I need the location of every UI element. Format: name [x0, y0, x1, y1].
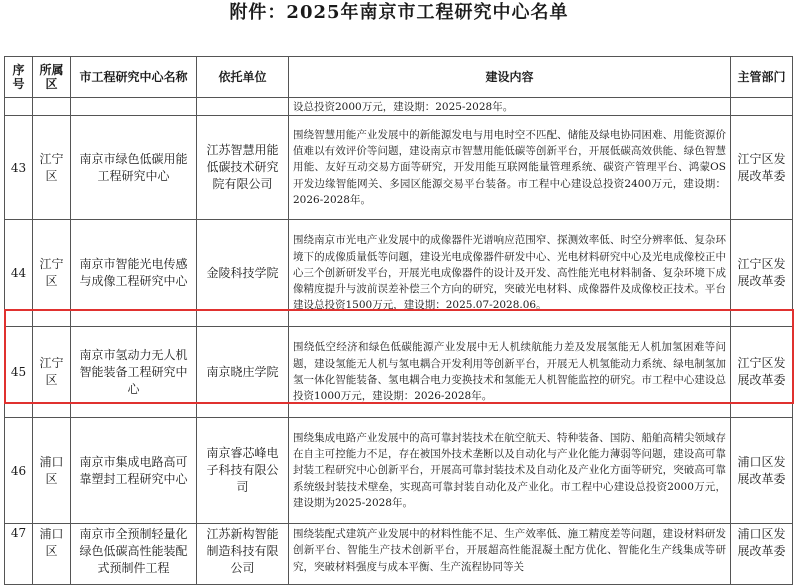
row-dept: 江宁区发展改革委 [731, 116, 793, 220]
row-content: 围绕集成电路产业发展中的高可靠封装技术在航空航天、特种装备、国防、船舶高精尖领域存在自主可控能力不足，存在被国外技术垄断以及自动化与产业化能力薄弱等问题，建设高可靠封装工程研究中心创新平台，开展高可靠封装技术及自动化及产业化方面等研究，突破高可靠系统级封装技术壁垒，实现高可靠封装自动化及产业化。市工程中心建设总投资2000万元，建设期为2025-2028年。 [289, 418, 731, 524]
row-center-name: 南京市智能光电传感与成像工程研究中心 [71, 220, 197, 327]
row-dept: 江宁区发展改革委 [731, 220, 793, 327]
row-unit: 江苏新构智能制造科技有限公司 [197, 524, 289, 585]
row-center-name: 南京市集成电路高可靠塑封工程研究中心 [71, 418, 197, 524]
row-center-name: 南京市全预制轻量化绿色低碳高性能装配式预制件工程 [71, 524, 197, 585]
row-center-name: 南京市绿色低碳用能工程研究中心 [71, 116, 197, 220]
table-row [5, 418, 793, 524]
row-dept: 浦口区发展改革委 [731, 418, 793, 524]
row-district: 浦口区 [33, 418, 71, 524]
row-num: 44 [5, 220, 33, 327]
table-row [5, 524, 793, 585]
row-dept: 浦口区发展改革委 [731, 524, 793, 585]
header-content: 建设内容 [289, 57, 731, 98]
row-content: 围绕南京市光电产业发展中的成像器件光谱响应范围窄、探测效率低、时空分辨率低、复杂环境下的成像质量低等问题，建设光电成像器件研发中心、光电材料研究中心及光电成像校正中心三个创新研发平台，开展光电成像器件的设计及开发、高性能光电材料制备、复杂环境下成像精度提升与波前误差补偿三个方向的研究，突破光电材料、成像器件及成像校正技术。平台建设总投资1500万元，建设期：2025.07-2028.06。 [289, 220, 731, 327]
row-unit: 江苏智慧用能低碳技术研究院有限公司 [197, 116, 289, 220]
row-num: 47 [5, 524, 33, 585]
header-dept: 主管部门 [731, 57, 793, 98]
row-content: 围绕低空经济和绿色低碳能源产业发展中无人机续航能力差及发展氢能无人机加氢困难等问题，建设氢能无人机与氢电耦合开发利用等创新平台，开展无人机氢能动力系统、绿电制氢加氢一体化智能装备、氢电耦合电力变换技术和氢能无人机智能监控的研究。市工程中心建设总投资1000万元，建设期：2026-2028年。 [289, 327, 731, 418]
header-district: 所属区 [33, 57, 71, 98]
continuation-row [5, 98, 793, 116]
row-content: 围绕装配式建筑产业发展中的材料性能不足、生产效率低、施工精度差等问题，建设材料研发创新平台、智能生产技术创新平台，开展超高性能混凝土配方优化、智能化生产线集成等研究，突破材料强度与成本平衡、生产流程协同等关 [289, 524, 731, 585]
continuation-text: 设总投资2000万元，建设期：2025-2028年。 [289, 98, 731, 116]
header-num: 序号 [5, 57, 33, 98]
row-num: 45 [5, 327, 33, 418]
row-content: 围绕智慧用能产业发展中的新能源发电与用电时空不匹配、储能及绿电协同困难、用能资源价值难以有效评价等问题，建设南京市智慧用能低碳等创新平台，开展低碳高效供能、绿色智慧用能、友好互动交易方面等研究，开发用能互联网能量管理系统、碳资产管理平台、鸿蒙OS开发边缘智能网关、多园区能源交易平台装备。市工程中心建设总投资2400万元，建设期：2026-2028年。 [289, 116, 731, 220]
table-row [5, 116, 793, 220]
row-num: 43 [5, 116, 33, 220]
row-num: 46 [5, 418, 33, 524]
row-unit: 金陵科技学院 [197, 220, 289, 327]
table-row-highlighted [5, 327, 793, 418]
table-row [5, 220, 793, 327]
row-unit: 南京睿芯峰电子科技有限公司 [197, 418, 289, 524]
page-title: 附件：2025年南京市工程研究中心名单 [229, 2, 569, 23]
row-district: 江宁区 [33, 220, 71, 327]
header-center: 市工程研究中心名称 [71, 57, 197, 98]
row-unit: 南京晓庄学院 [197, 327, 289, 418]
row-dept: 江宁区发展改革委 [731, 327, 793, 418]
table-header-row [5, 57, 793, 98]
row-district: 江宁区 [33, 327, 71, 418]
row-district: 江宁区 [33, 116, 71, 220]
row-center-name: 南京市氢动力无人机智能装备工程研究中心 [71, 327, 197, 418]
research-center-table [4, 56, 793, 585]
header-unit: 依托单位 [197, 57, 289, 98]
row-district: 浦口区 [33, 524, 71, 585]
